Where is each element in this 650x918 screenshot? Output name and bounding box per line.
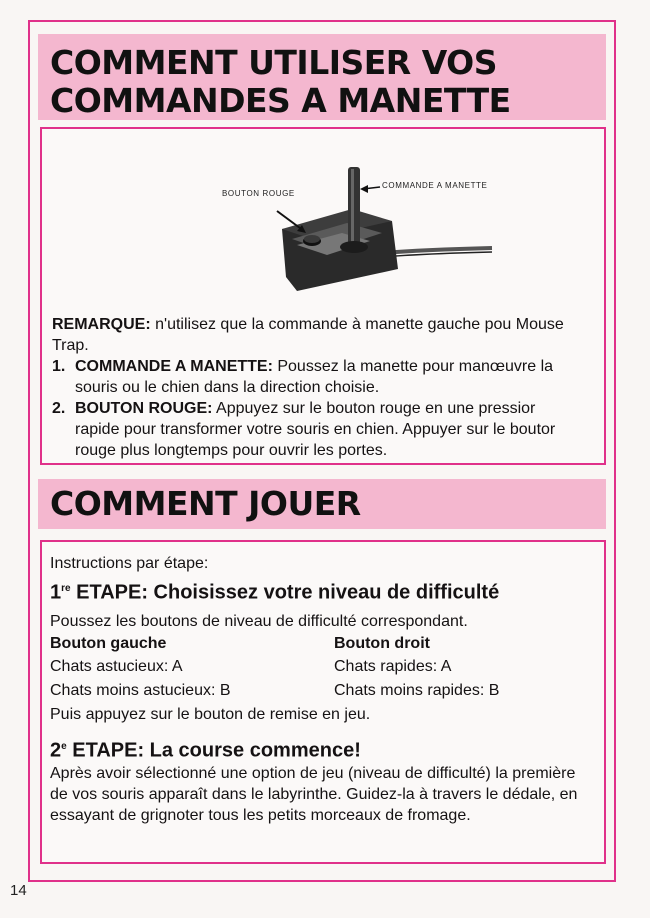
step2-text: Après avoir sélectionné une option de jeu (niveau de difficulté) la première de vos souris apparaît dans le labyrinthe. Guidez-la à travers le dédale, en essayant de grignoter tous les petits morceaux de fromage. bbox=[50, 765, 578, 825]
remark bbox=[52, 314, 582, 356]
play-box bbox=[40, 540, 606, 864]
section-banner-play bbox=[38, 479, 606, 529]
controls-box bbox=[40, 127, 606, 465]
list-item bbox=[52, 398, 582, 461]
section-banner-controls bbox=[38, 34, 606, 120]
item-label: COMMANDE A MANETTE: bbox=[75, 358, 273, 375]
step2-number: 2 bbox=[50, 739, 62, 762]
right-column bbox=[334, 633, 584, 703]
step2-suffix: e bbox=[61, 740, 67, 752]
list-item: Chats moins rapides: B bbox=[334, 681, 500, 699]
step1-suffix: re bbox=[61, 583, 71, 594]
step1-text: Poussez les boutons de niveau de difficulté correspondant. bbox=[50, 612, 468, 630]
steps-block bbox=[50, 554, 590, 826]
section-title-line2: COMMANDES A MANETTE bbox=[50, 81, 511, 120]
controls-list bbox=[52, 356, 582, 461]
reset-text: Puis appuyez sur le bouton de remise en jeu. bbox=[50, 705, 371, 723]
item-number: 2. bbox=[52, 400, 66, 417]
page-number: 14 bbox=[10, 882, 27, 899]
step1-heading bbox=[50, 576, 590, 606]
section-title-line1: COMMENT UTILISER VOS bbox=[50, 43, 497, 82]
left-header: Bouton gauche bbox=[50, 634, 167, 652]
item-number: 1. bbox=[52, 358, 66, 375]
item-text: Appuyez sur le bouton rouge en une pressior rapide pour transformer votre souris en chien. Appuyer sur le boutor rouge plus longtemps pour ouvrir les portes. bbox=[75, 400, 556, 459]
list-item: Chats astucieux: A bbox=[50, 657, 183, 675]
step1-number: 1 bbox=[50, 581, 62, 604]
joystick-diagram bbox=[202, 159, 502, 309]
remark-block bbox=[52, 314, 582, 461]
remark-text: n'utilisez que la commande à manette gauche pou Mouse Trap. bbox=[52, 316, 564, 354]
remark-label: REMARQUE: bbox=[52, 316, 151, 333]
list-item: Chats moins astucieux: B bbox=[50, 681, 231, 699]
joystick-label: COMMANDE A MANETTE bbox=[382, 181, 488, 190]
item-label: BOUTON ROUGE: bbox=[75, 400, 213, 417]
step1-title: ETAPE: Choisissez votre niveau de difficulté bbox=[70, 581, 500, 604]
red-button-label: BOUTON ROUGE bbox=[222, 189, 295, 198]
right-header: Bouton droit bbox=[334, 634, 430, 652]
left-column bbox=[50, 633, 334, 703]
section-title-play: COMMENT JOUER bbox=[50, 484, 361, 523]
list-item bbox=[52, 356, 582, 398]
list-item: Chats rapides: A bbox=[334, 657, 452, 675]
intro-text: Instructions par étape: bbox=[50, 555, 209, 572]
step2-heading bbox=[50, 734, 590, 764]
difficulty-columns bbox=[50, 633, 590, 703]
item-text: Poussez la manette pour manœuvre la souris ou le chien dans la direction choisie. bbox=[75, 358, 554, 396]
step2-title: ETAPE: La course commence! bbox=[66, 739, 361, 762]
